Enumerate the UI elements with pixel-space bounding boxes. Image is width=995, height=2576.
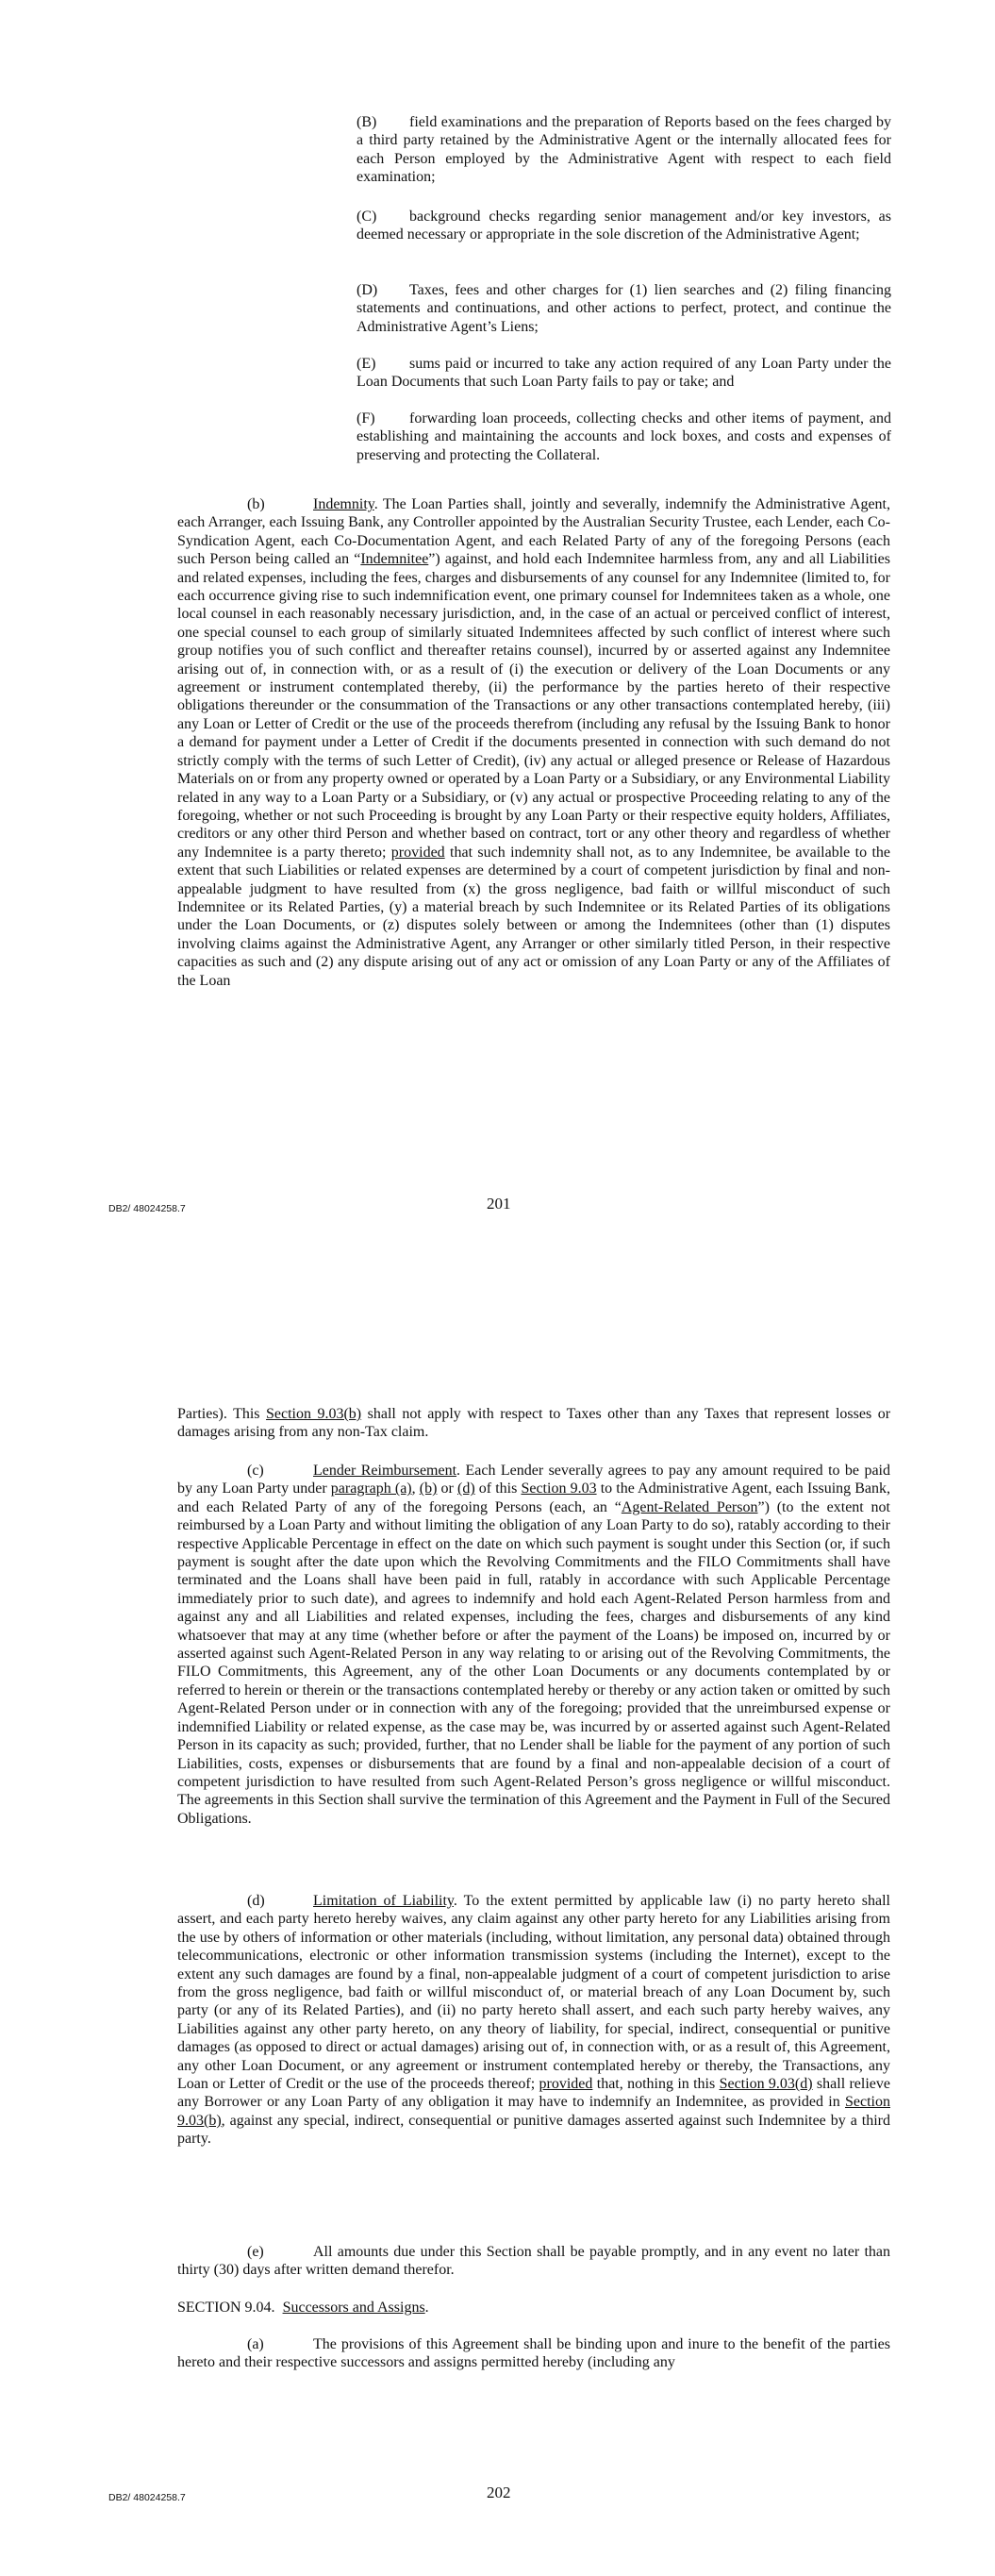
section-reference: Section 9.03 (521, 1480, 597, 1497)
clause-text: Taxes, fees and other charges for (1) lien searches and (2) filing financing statements and continuations, and other actions to perfect, protect, and continue the Administrative Agent’s Liens; (357, 282, 891, 335)
document-footer: DB2/ 48024258.7 (108, 2492, 186, 2503)
paragraph-text: ”) against, and hold each Indemnitee harmless from, any and all Liabilities and related expenses, including the fees, charges and disbursements of any counsel for any Indemnitee (limited to, for each occurrence giving rise to such indemnification event, one primary counsel for Indemnitees taken as a whole, one local counsel in each reasonably necessary jurisdiction, and, in the case of an actual or perceived conflict of interest, one special counsel to each group of similarly situated Indemnitees affected by such conflict of interest where such group notifies you of such conflict and thereafter retains counsel), incurred by or asserted against any Indemnitee arising out of, in connection with, or as a result of (i) the execution or delivery of the Loan Documents or any agreement or instrument contemplated thereby, (ii) the performance by the parties hereto of their respective obligations thereunder or the consummation of the Transactions or any other transactions contemplated hereby, (iii) any Loan or Letter of Credit or the use of the proceeds therefrom (including any refusal by the Issuing Bank to honor a demand for payment under a Letter of Credit if the documents presented in connection with such demand do not strictly comply with the terms of such Letter of Credit), (iv) any actual or alleged presence or Release of Hazardous Materials on or from any property owned or operated by a Loan Party or a Subsidiary, or any Environmental Liability related in any way to a Loan Party or a Subsidiary, or (v) any actual or prospective Proceeding relating to any of the foregoing, whether or not such Proceeding is brought by any Loan Party or their respective equity holders, Affiliates, creditors or any other third Person and whether based on contract, tort or any other theory and regardless of whether any Indemnitee is a party thereto; (177, 551, 890, 861)
paragraph-text: Parties). This (177, 1406, 266, 1422)
clause-label: (B) (357, 114, 377, 130)
paragraph-text: shall relieve any Borrower or any Loan Party of any obligation it may have to indemnify an Indemnitee, as provided in (177, 2076, 891, 2111)
defined-term: Indemnitee (360, 551, 429, 568)
paragraph-text: shall not apply with respect to Taxes other than any Taxes that represent losses or damages arising from any non-Tax claim. (177, 1406, 891, 1441)
paragraph-label: (d) (247, 1893, 265, 1909)
paragraph-text: , against any special, indirect, consequential or punitive damages asserted against such Indemnitee by a third party. (177, 2112, 890, 2148)
clause-label: (D) (357, 282, 378, 298)
section-9-04-heading: SECTION 9.04. Successors and Assigns. (177, 2300, 429, 2316)
paragraph-heading: Lender Reimbursement (313, 1463, 457, 1479)
paragraph-b-continued (177, 1405, 890, 1442)
paragraph-text: to the Administrative Agent, each Issuing Bank, and each Related Party of any of the foregoing Persons (each, an “ (177, 1480, 891, 1515)
paragraph-d-limitation-of-liability (177, 1892, 890, 2149)
page-number: 202 (487, 2484, 511, 2501)
paragraph-text: All amounts due under this Section shall be payable promptly, and in any event no later than thirty (30) days after written demand therefor. (177, 2244, 890, 2279)
proviso: provided (539, 2076, 593, 2093)
paragraph-text: that such indemnity shall not, as to any Indemnitee, be available to the extent that such Liabilities or related expenses are determined by a court of competent jurisdiction by final and non-appealable judgment to have resulted from (x) the gross negligence, bad faith or willful misconduct of such Indemnitee or its Related Parties, (y) a material breach by such Indemnitee or its Related Parties of its obligations under the Loan Documents, or (z) disputes solely between or among the Indemnitees (other than (1) disputes involving claims against the Administrative Agent, any Arranger or other similarly titled Person, in their respective capacities as such and (2) any dispute arising out of any act or omission of any Loan Party or any of the Affiliates of the Loan (177, 844, 890, 989)
section-reference: Section 9.03(b) (266, 1406, 362, 1422)
clause-D (357, 281, 891, 336)
clause-text: forwarding loan proceeds, collecting checks and other items of payment, and establishing and maintaining the accounts and lock boxes, and costs and expenses of preserving and protecting the Collateral. (357, 410, 891, 463)
paragraph-text: . To the extent permitted by applicable law (i) no party hereto shall assert, and each party hereto hereby waives, any claim against any other party hereto for any Liabilities arising from the use by others of information or other materials (including, without limitation, any personal data) obtained through telecommunications, electronic or other information transmission systems (including the Internet), except to the extent any such damages are found by a final, non-appealable judgment of a court of competent jurisdiction to arise from the gross negligence, bad faith or willful misconduct of, or material breach of any Loan Document by, such party (or any of its Related Parties), and (ii) no party hereto shall assert, and each such party hereby waives, any Liabilities against any other party hereto, on any theory of liability, for special, indirect, consequential or punitive damages (as opposed to direct or actual damages) arising out of, in connection with, or as a result of, this Agreement, any other Loan Document, or any agreement or instrument contemplated hereby or thereby, the Transactions, any Loan or Letter of Credit or the use of the proceeds thereof; (177, 1893, 891, 2093)
section-reference: paragraph (a) (330, 1480, 412, 1497)
section-reference: (d) (456, 1480, 475, 1497)
page-202 (0, 1288, 995, 2576)
paragraph-text: ”) (to the extent not reimbursed by a Loan Party and without limiting the obligation of any Loan Party to do so), ratably according to their respective Applicable Percentage in effect on the date on which such payment is sought under this Section (or, if such payment is sought after the date upon which the Revolving Commitments and the FILO Commitments shall have terminated and the Loans shall have been paid in full, ratably in accordance with such Applicable Percentage immediately prior to such date), and agrees to indemnify and hold each Agent-Related Person harmless from and against any and all Liabilities and related expenses, including the fees, charges and disbursements of any kind whatsoever that may at any time (whether before or after the payment of the Loans) be imposed on, incurred by or asserted against such Agent-Related Person in any way relating to or arising out of the Revolving Commitments, the FILO Commitments, this Agreement, any of the other Loan Documents or any documents contemplated by or referred to herein or therein or the transactions contemplated hereby or thereby or any action taken or omitted by such Agent-Related Person under or in connection with any of the foregoing; provided that the unreimbursed expense or indemnified Liability or related expense, as the case may be, was incurred by or asserted against such Agent-Related Person in its capacity as such; provided, further, that no Lender shall be liable for the payment of any portion of such Liabilities, costs, expenses or disbursements that are found by a final and non-appealable decision of a court of competent jurisdiction to have resulted from such Agent-Related Person’s gross negligence or willful misconduct. The agreements in this Section shall survive the termination of this Agreement and the Payment in Full of the Secured Obligations. (177, 1498, 890, 1827)
clause-F (357, 410, 891, 464)
paragraph-b-indemnity (177, 495, 890, 990)
clause-C (357, 208, 891, 244)
clause-label: (E) (357, 356, 376, 372)
section-number: SECTION 9.04. (177, 2300, 275, 2316)
section-title: Successors and Assigns (282, 2300, 425, 2316)
paragraph-text: The provisions of this Agreement shall be binding upon and inure to the benefit of the parties hereto and their respective successors and assigns permitted hereby (including any (177, 2336, 890, 2371)
paragraph-text: . Each Lender severally agrees to pay any amount required to be paid by any Loan Party under (177, 1463, 890, 1497)
paragraph-label: (c) (247, 1463, 264, 1479)
defined-term: Agent-Related Person (621, 1498, 758, 1515)
clause-text: background checks regarding senior management and/or key investors, as deemed necessary or appropriate in the sole discretion of the Administrative Agent; (357, 209, 891, 243)
paragraph-text: of this (474, 1480, 522, 1497)
section-reference: Section 9.03(b) (177, 2094, 890, 2129)
paragraph-text: or (437, 1480, 457, 1497)
clause-label: (F) (357, 410, 375, 427)
paragraph-text: , (411, 1480, 420, 1497)
clause-text: field examinations and the preparation of Reports based on the fees charged by a third party retained by the Administrative Agent or the internally allocated fees for each Person employed by the Administrative Agent with respect to each field examination; (357, 114, 891, 186)
proviso: provided (390, 844, 445, 861)
clause-B (357, 113, 891, 187)
paragraph-label: (b) (247, 496, 265, 512)
paragraph-e (177, 2243, 890, 2280)
paragraph-c-lender-reimbursement (177, 1462, 890, 1828)
section-reference: (b) (419, 1480, 438, 1497)
paragraph-text: that, nothing in this (592, 2076, 720, 2093)
clause-E (357, 355, 891, 392)
clause-label: (C) (357, 209, 377, 225)
document-footer: DB2/ 48024258.7 (108, 1203, 186, 1214)
paragraph-label: (e) (247, 2244, 264, 2260)
paragraph-text: . The Loan Parties shall, jointly and severally, indemnify the Administrative Agent, each Arranger, each Issuing Bank, any Controller appointed by the Australian Security Trustee, each Lender, each Co-Syndication Agent, each Co-Documentation Agent, and each Related Party of any of the foregoing Persons (each such Person being called an “ (177, 496, 890, 568)
paragraph-heading: Limitation of Liability (313, 1893, 454, 1909)
page-number: 201 (487, 1195, 511, 1213)
section-reference: Section 9.03(d) (719, 2076, 813, 2093)
clause-text: sums paid or incurred to take any action required of any Loan Party under the Loan Documents that such Loan Party fails to pay or take; and (357, 356, 891, 391)
paragraph-heading: Indemnity (313, 496, 374, 512)
paragraph-label: (a) (247, 2336, 264, 2352)
paragraph-a-successors (177, 2335, 890, 2372)
